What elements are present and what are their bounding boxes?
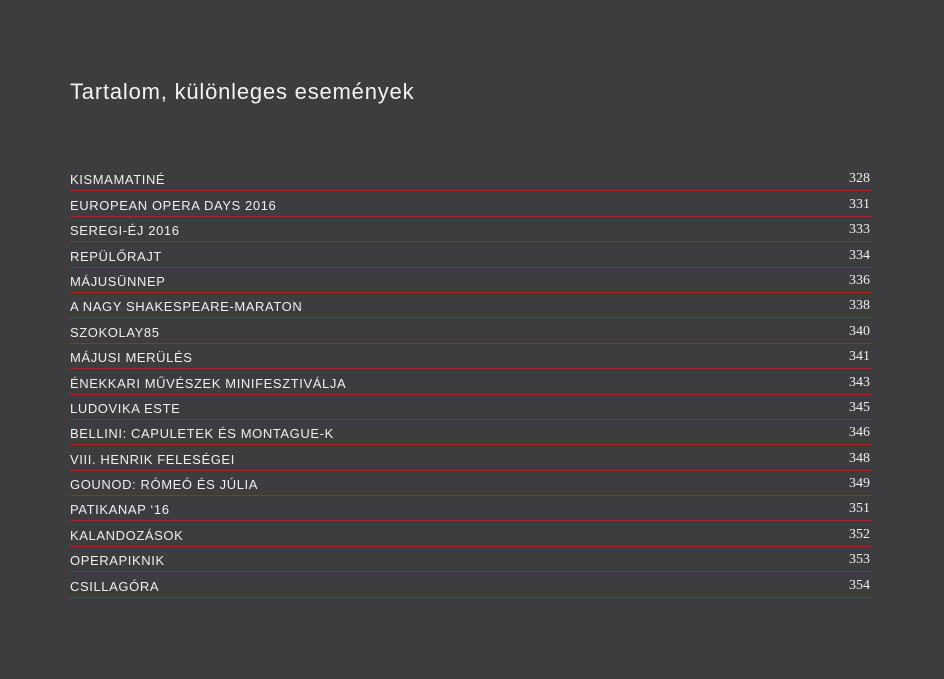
toc-entry-title: GOUNOD: RÓMEÓ ÉS JÚLIA (70, 477, 259, 493)
toc-entry-title: A NAGY SHAKESPEARE-MARATON (70, 299, 303, 315)
toc-entry[interactable] (70, 521, 872, 546)
toc-entry-page-number: 345 (849, 399, 870, 415)
toc-entry-title: PATIKANAP ‘16 (70, 502, 170, 518)
toc-entry-page-number: 348 (849, 450, 870, 466)
toc-entry-page-number: 352 (849, 526, 870, 542)
toc-entry-title: LUDOVIKA ESTE (70, 400, 181, 416)
toc-entry[interactable] (70, 572, 872, 597)
toc-entry-page-number: 338 (849, 298, 870, 314)
toc-entry-title: SEREGI-ÉJ 2016 (70, 223, 180, 239)
toc-entry[interactable] (70, 268, 872, 293)
toc-entry-title: VIII. HENRIK FELESÉGEI (70, 451, 235, 467)
toc-entry[interactable] (70, 166, 872, 191)
toc-entry-page-number: 343 (849, 374, 870, 390)
toc-entry[interactable] (70, 420, 872, 445)
toc-entry-page-number: 334 (849, 247, 870, 263)
toc-entry[interactable] (70, 445, 872, 470)
toc-entry-title: MÁJUSI MERÜLÉS (70, 350, 193, 366)
toc-entry[interactable] (70, 547, 872, 572)
toc-entry[interactable] (70, 496, 872, 521)
toc-entry-page-number: 341 (849, 349, 870, 365)
toc-entry[interactable] (70, 471, 872, 496)
toc-entry-page-number: 346 (849, 425, 870, 441)
toc-entry-page-number: 353 (849, 552, 870, 568)
toc-entry[interactable] (70, 318, 872, 343)
toc-entry-page-number: 354 (849, 577, 870, 593)
toc-entry-title: KALANDOZÁSOK (70, 527, 184, 543)
toc-entry[interactable] (70, 395, 872, 420)
toc-entry-title: BELLINI: CAPULETEK ÉS MONTAGUE-K (70, 426, 334, 442)
toc-entry-title: ÉNEKKARI MŰVÉSZEK MINIFESZTIVÁLJA (70, 375, 347, 391)
toc-entry-title: MÁJUSÜNNEP (70, 273, 166, 289)
toc-entry[interactable] (70, 369, 872, 394)
toc-entry-page-number: 351 (849, 501, 870, 517)
toc-entry-page-number: 331 (849, 196, 870, 212)
toc-entry[interactable] (70, 191, 872, 216)
toc-entry-page-number: 349 (849, 476, 870, 492)
toc-entry[interactable] (70, 293, 872, 318)
toc-entry-title: SZOKOLAY85 (70, 324, 160, 340)
toc-entry[interactable] (70, 242, 872, 267)
toc-entry-page-number: 336 (849, 272, 870, 288)
toc-entry[interactable] (70, 344, 872, 369)
toc-entry-title: CSILLAGÓRA (70, 578, 160, 594)
toc-entry-title: KISMAMATINÉ (70, 172, 166, 188)
toc-entry-title: REPÜLŐRAJT (70, 248, 162, 264)
toc-entry-page-number: 333 (849, 222, 870, 238)
toc-entry[interactable] (70, 217, 872, 242)
table-of-contents (70, 166, 872, 598)
page-title: Tartalom, különleges események (70, 79, 415, 104)
toc-entry-page-number: 328 (849, 171, 870, 187)
toc-entry-page-number: 340 (849, 323, 870, 339)
toc-entry-title: OPERAPIKNIK (70, 553, 165, 569)
toc-entry-title: EUROPEAN OPERA DAYS 2016 (70, 197, 277, 213)
